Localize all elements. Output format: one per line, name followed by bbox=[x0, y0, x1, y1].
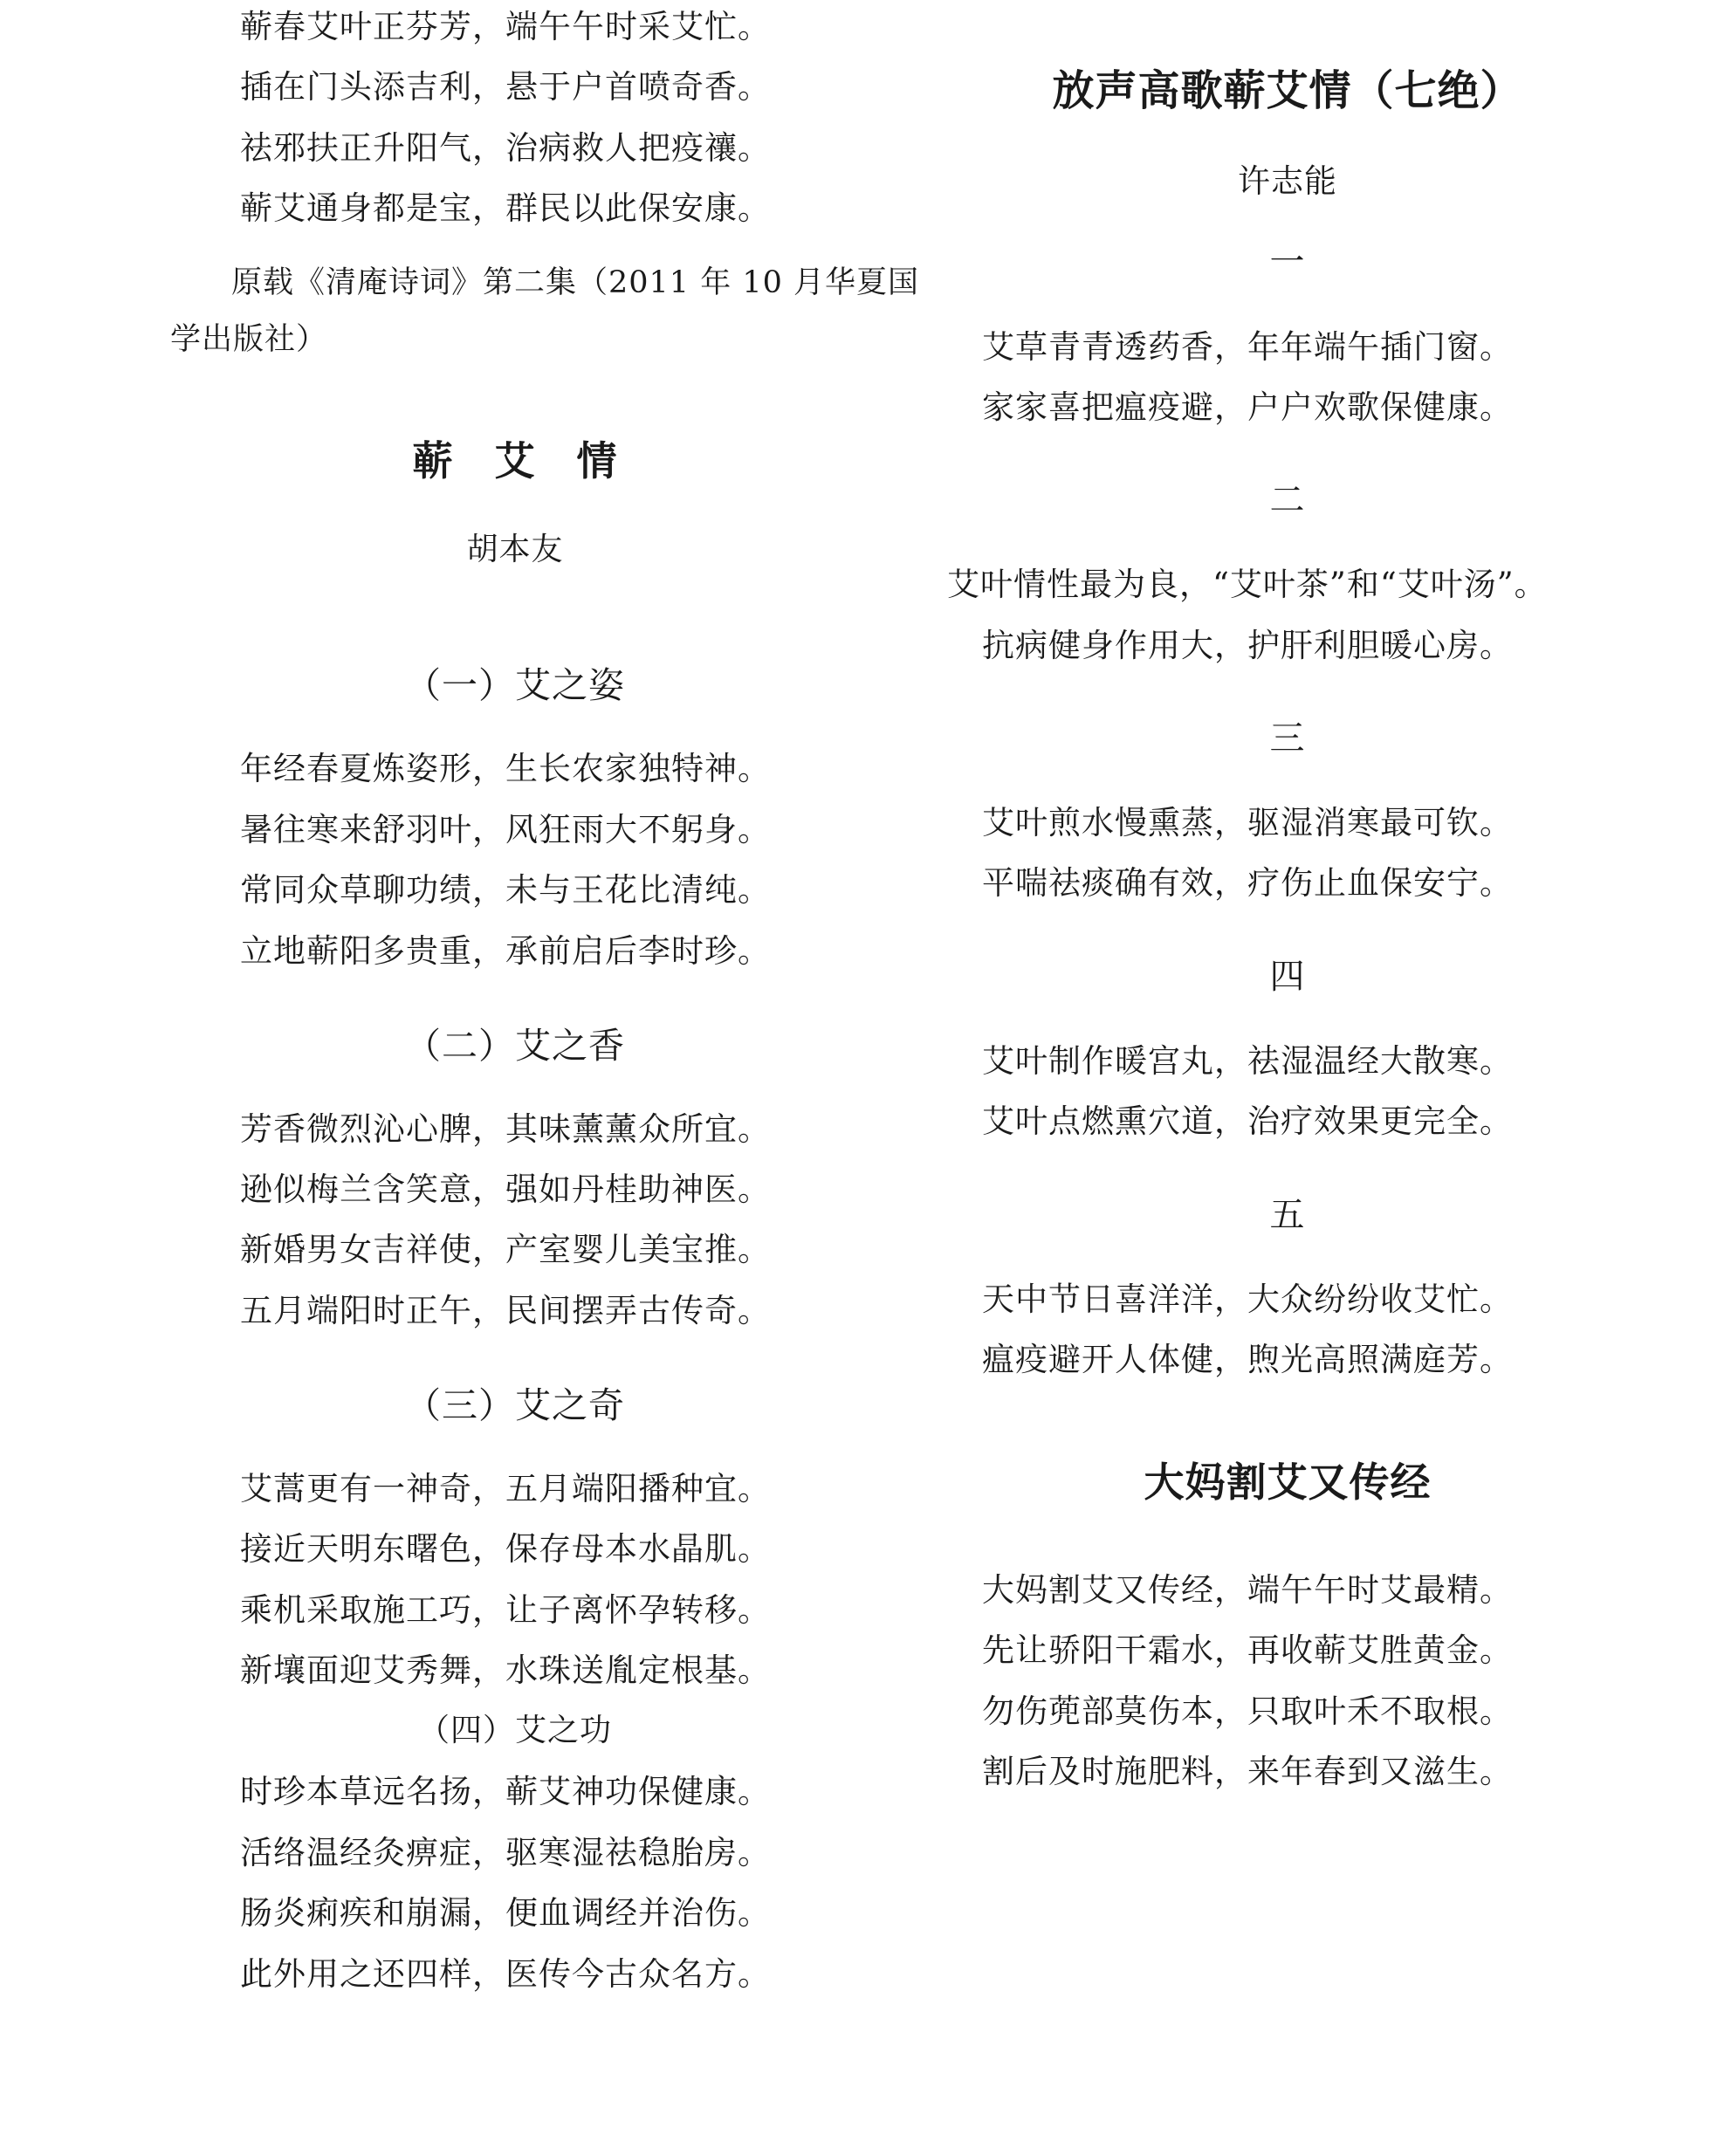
poem-line: 平喘祛痰确有效，疗伤止血保安宁。 bbox=[982, 864, 1513, 902]
poem-title: 放声高歌蕲艾情（七绝） bbox=[1052, 66, 1523, 115]
source-note: 原载《清庵诗词》第二集（2011 年 10 月华夏国 bbox=[231, 265, 919, 300]
poem-line: 艾叶制作暖宫丸，祛湿温经大散寒。 bbox=[982, 1042, 1513, 1080]
poem-title: 大妈割艾又传经 bbox=[1144, 1459, 1432, 1506]
poem-line: 艾叶情性最为良，“艾叶茶”和“艾叶汤”。 bbox=[947, 566, 1548, 603]
section-heading: （二）艾之香 bbox=[405, 1025, 625, 1067]
poem-line: 时珍本草远名扬，蕲艾神功保健康。 bbox=[240, 1773, 771, 1810]
poem-line: 立地蕲阳多贵重，承前启后李时珍。 bbox=[240, 932, 771, 970]
poem-line: 天中节日喜洋洋，大众纷纷收艾忙。 bbox=[982, 1281, 1513, 1318]
poem-line: 蕲春艾叶正芬芳，端午午时采艾忙。 bbox=[240, 8, 771, 45]
poem-line: 祛邪扶正升阳气，治病救人把疫禳。 bbox=[240, 129, 771, 167]
poem-line: 艾叶煎水慢熏蒸，驱湿消寒最可钦。 bbox=[982, 804, 1513, 841]
poem-line: 蕲艾通身都是宝，群民以此保安康。 bbox=[240, 189, 771, 227]
poem-line: 逊似梅兰含笑意，强如丹桂助神医。 bbox=[240, 1171, 771, 1208]
poem-line: 家家喜把瘟疫避，户户欢歌保健康。 bbox=[982, 388, 1513, 426]
poem-author: 胡本友 bbox=[466, 532, 564, 567]
poem-line: 艾叶点燃熏穴道，治疗效果更完全。 bbox=[982, 1102, 1513, 1140]
poem-line: 乘机采取施工巧，让子离怀孕转移。 bbox=[240, 1591, 771, 1629]
poem-line: 此外用之还四样，医传今古众名方。 bbox=[240, 1955, 771, 1993]
poem-title: 蕲 艾 情 bbox=[412, 437, 618, 484]
source-note: 学出版社） bbox=[170, 322, 328, 357]
poem-line: 芳香微烈沁心脾，其味薰薰众所宜。 bbox=[240, 1110, 771, 1148]
poem-author: 许志能 bbox=[1238, 162, 1337, 200]
poem-line: 肠炎痢疾和崩漏，便血调经并治伤。 bbox=[240, 1894, 771, 1932]
poem-line: 勿伤蔸部莫伤本，只取叶禾不取根。 bbox=[982, 1693, 1513, 1730]
poem-line: 活络温经灸痹症，驱寒湿祛稳胎房。 bbox=[240, 1834, 771, 1871]
stanza-number: 二 bbox=[1269, 480, 1306, 520]
section-heading: （四）艾之功 bbox=[417, 1713, 612, 1748]
poem-line: 年经春夏炼姿形，生长农家独特神。 bbox=[240, 750, 771, 787]
poem-line: 五月端阳时正午，民间摆弄古传奇。 bbox=[240, 1292, 771, 1329]
section-heading: （三）艾之奇 bbox=[405, 1384, 625, 1426]
stanza-number: 五 bbox=[1269, 1195, 1306, 1235]
poem-line: 常同众草聊功绩，未与王花比清纯。 bbox=[240, 871, 771, 909]
stanza-number: 四 bbox=[1269, 957, 1306, 997]
section-heading: （一）艾之姿 bbox=[405, 664, 625, 706]
stanza-number: 三 bbox=[1269, 718, 1306, 759]
poem-line: 抗病健身作用大，护肝利胆暖心房。 bbox=[982, 627, 1513, 664]
poem-line: 大妈割艾又传经，端午午时艾最精。 bbox=[982, 1571, 1513, 1609]
poem-line: 新婚男女吉祥使，产室婴儿美宝推。 bbox=[240, 1231, 771, 1268]
poem-line: 艾草青青透药香，年年端午插门窗。 bbox=[982, 328, 1513, 366]
poem-line: 割后及时施肥料，来年春到又滋生。 bbox=[982, 1753, 1513, 1790]
poem-line: 暑往寒来舒羽叶，风狂雨大不躬身。 bbox=[240, 811, 771, 848]
poem-line: 艾蒿更有一神奇，五月端阳播种宜。 bbox=[240, 1470, 771, 1507]
poem-line: 瘟疫避开人体健，煦光高照满庭芳。 bbox=[982, 1341, 1513, 1378]
poem-line: 接近天明东曙色，保存母本水晶肌。 bbox=[240, 1530, 771, 1568]
stanza-number: 一 bbox=[1269, 242, 1306, 282]
poem-line: 插在门头添吉利，悬于户首喷奇香。 bbox=[240, 68, 771, 106]
poem-line: 先让骄阳干霜水，再收蕲艾胜黄金。 bbox=[982, 1631, 1513, 1669]
poem-line: 新壤面迎艾秀舞，水珠送胤定根基。 bbox=[240, 1651, 771, 1689]
